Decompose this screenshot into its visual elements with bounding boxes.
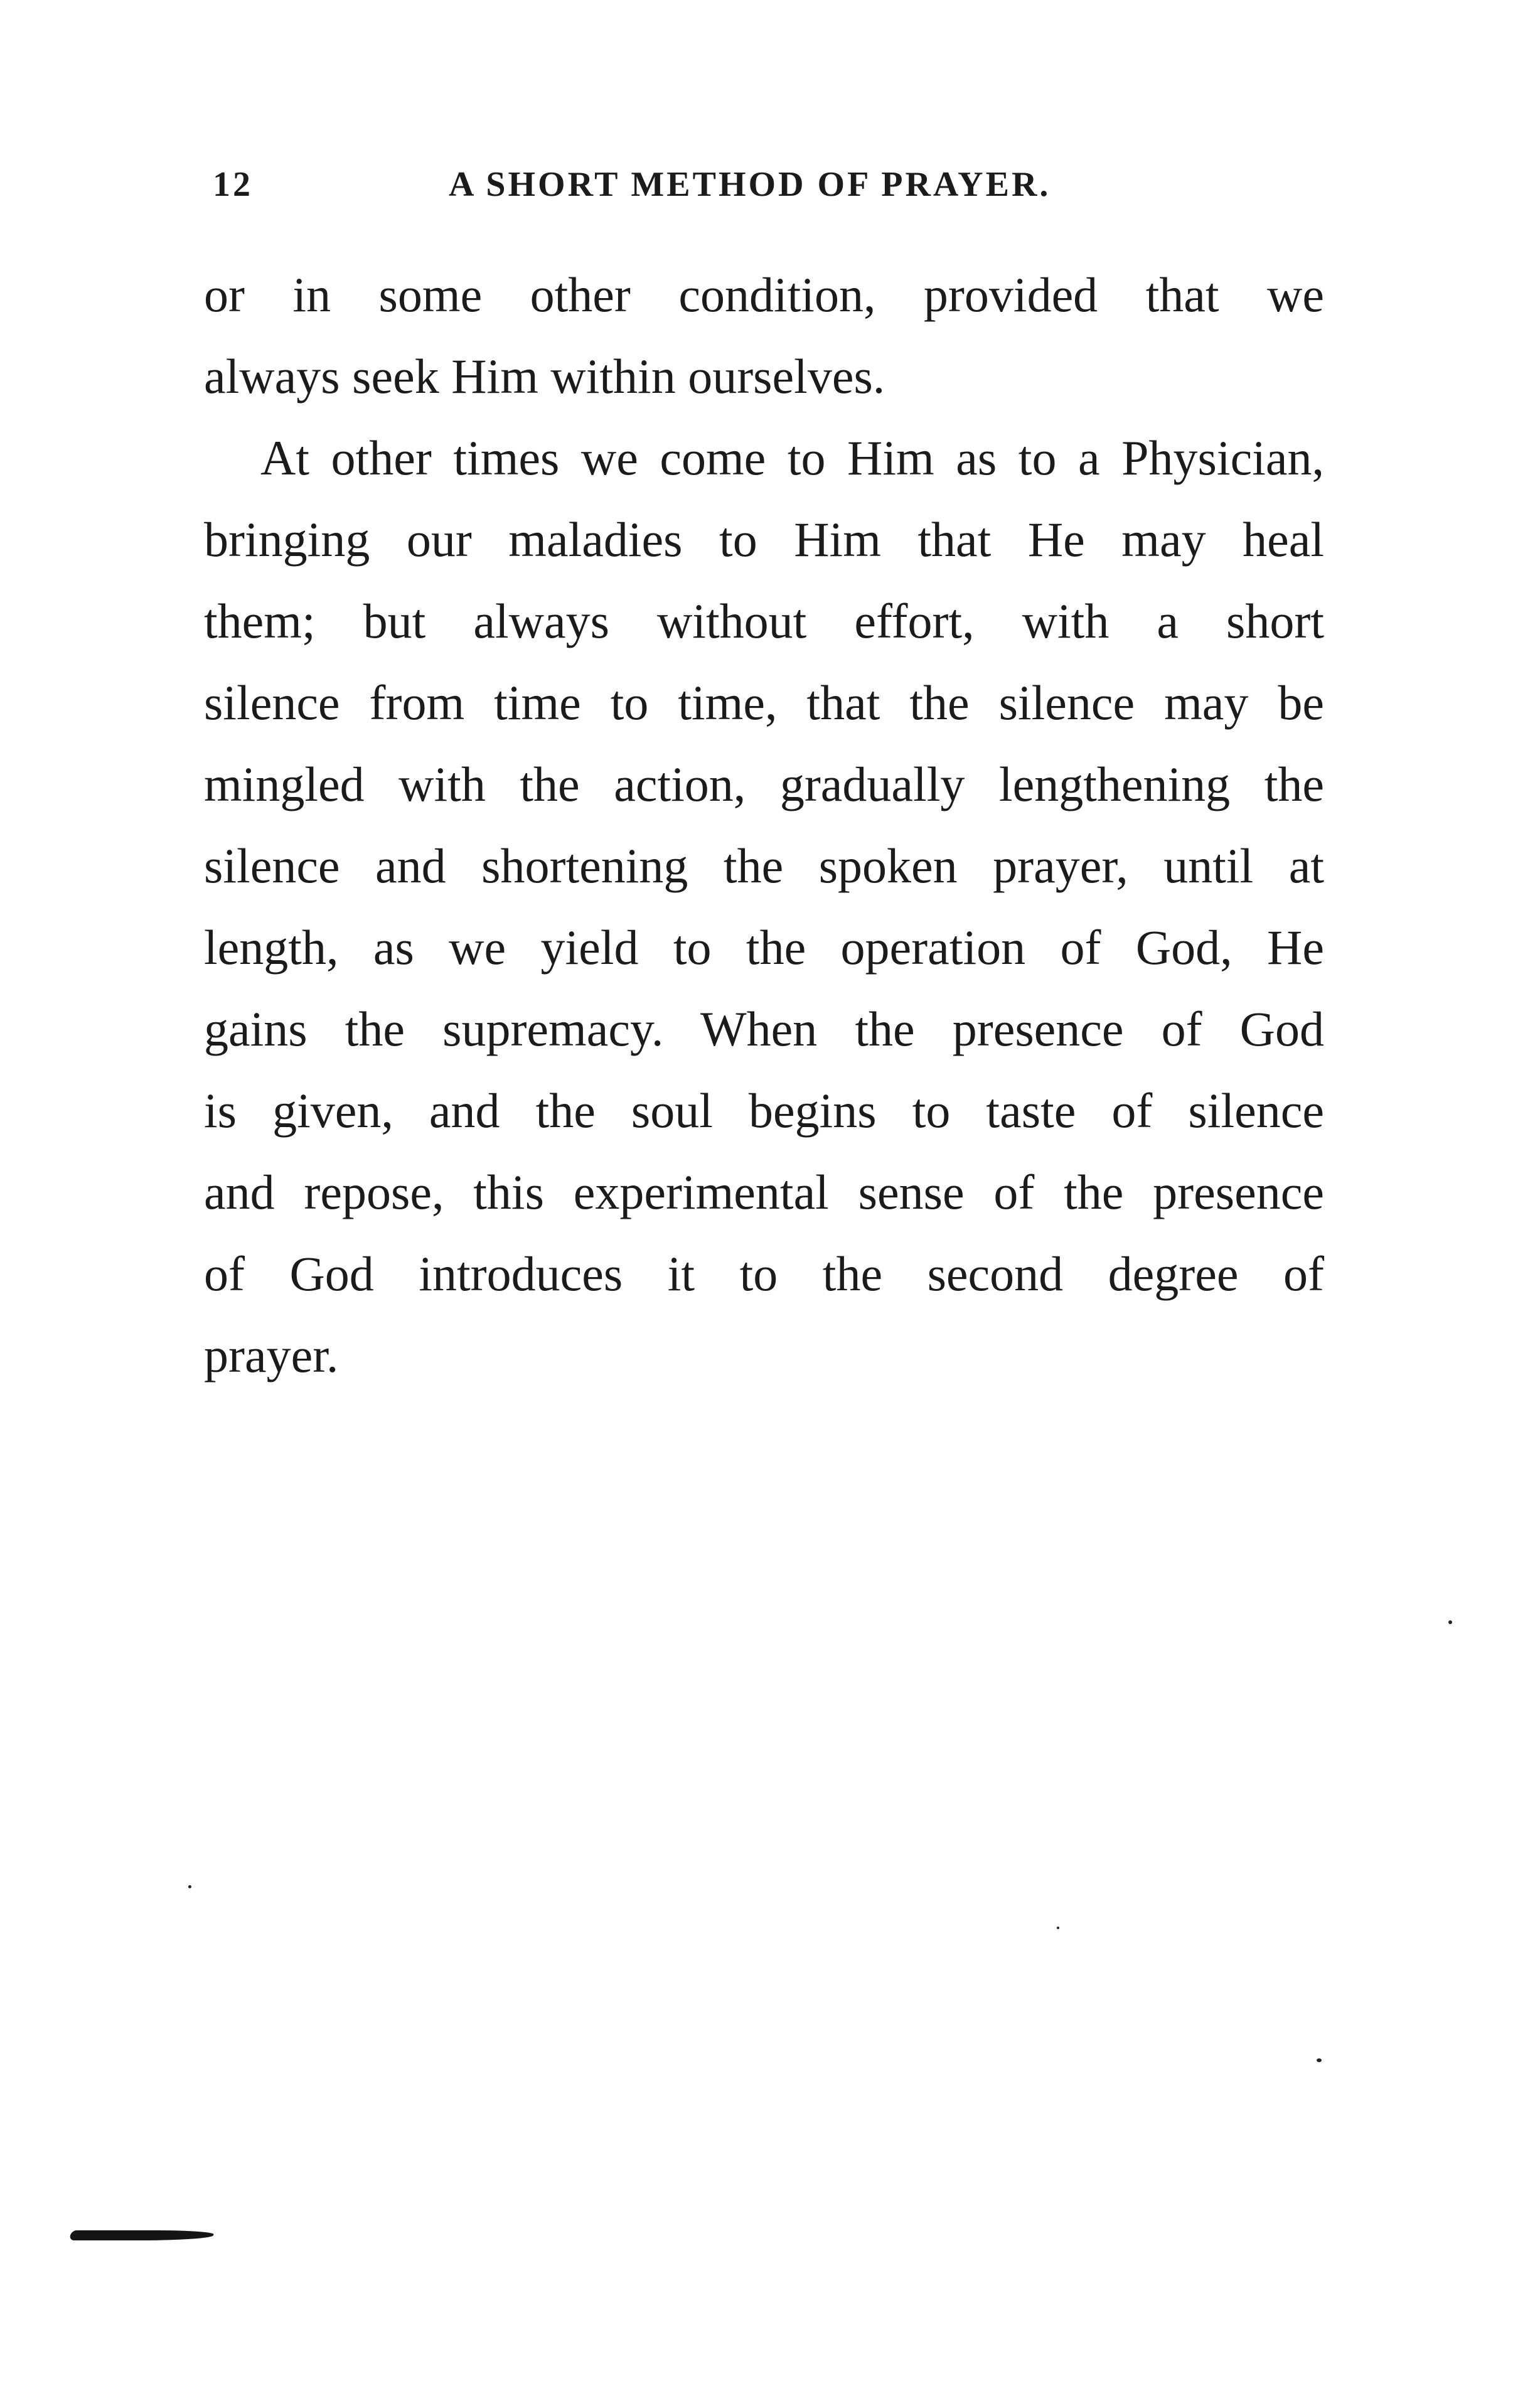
text-line: bringing our maladies to Him that He may heal [204,512,1324,567]
text-line: mingled with the action, gradually lengthening the [204,757,1324,811]
text-line: gains the supremacy. When the presence of God [204,1002,1324,1056]
page-number: 12 [213,165,253,204]
text-line: silence from time to time, that the silence may be [204,675,1324,730]
text-line: of God introduces it to the second degree of [204,1246,1324,1301]
text-line: silence and shortening the spoken prayer, until at [204,838,1324,893]
text-line: is given, and the soul begins to taste of silence [204,1083,1324,1138]
running-head [204,164,1334,208]
scan-speck [188,1885,191,1888]
ink-smudge [69,2230,215,2240]
text-line: prayer. [204,1328,339,1383]
scan-speck [1448,1620,1452,1624]
text-line: and repose, this experimental sense of the presence [204,1165,1324,1219]
scan-speck [1057,1927,1059,1929]
text-line: length, as we yield to the operation of God, He [204,920,1324,975]
text-line: or in some other condition, provided that we [204,267,1324,322]
text-line: them; but always without effort, with a short [204,594,1324,648]
text-line: At other times we come to Him as to a Physician, [260,431,1324,485]
running-title: A SHORT METHOD OF PRAYER. [449,165,1051,204]
text-line: always seek Him within ourselves. [204,349,885,404]
scan-speck [1317,2058,1322,2062]
